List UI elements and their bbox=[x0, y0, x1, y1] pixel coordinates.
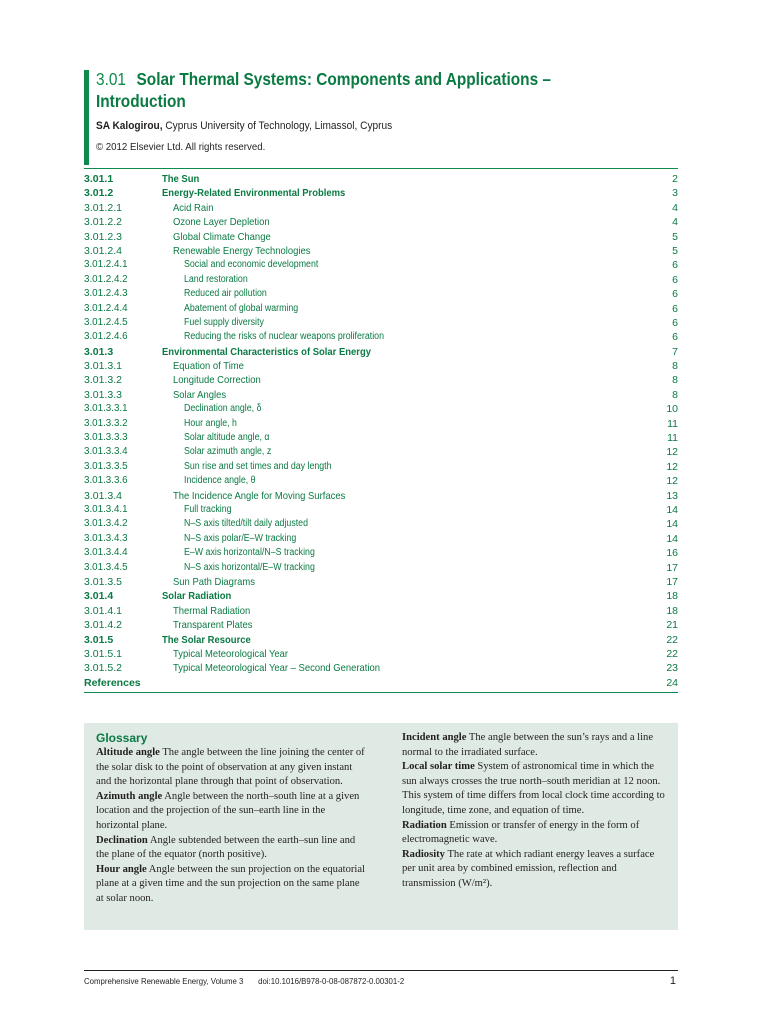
glossary-entry bbox=[402, 731, 670, 760]
toc-entry[interactable] bbox=[84, 330, 678, 344]
glossary-title: Glossary bbox=[96, 731, 148, 745]
toc-section-title: Hour angle, h bbox=[184, 417, 237, 429]
glossary-term: Radiation bbox=[402, 819, 447, 831]
glossary-definition: Angle subtended between the earth–sun line and the plane of the equator (north positive). bbox=[96, 834, 356, 861]
footer-doi: doi:10.1016/B978-0-08-087872-0.00301-2 bbox=[258, 976, 405, 986]
toc-section-title: Declination angle, δ bbox=[184, 403, 262, 415]
footer bbox=[84, 976, 404, 986]
glossary-term: Local solar time bbox=[402, 761, 475, 773]
toc-page-number: 6 bbox=[672, 288, 678, 301]
footer-rule bbox=[84, 970, 678, 971]
table-of-contents bbox=[84, 172, 678, 690]
toc-section-number: 3.01.2.4.6 bbox=[84, 331, 128, 343]
toc-page-number: 22 bbox=[666, 633, 678, 646]
toc-section-title: Incidence angle, θ bbox=[184, 475, 256, 487]
glossary-term: Altitude angle bbox=[96, 747, 160, 758]
toc-section-number: 3.01.3.3.1 bbox=[84, 403, 128, 415]
toc-entry[interactable] bbox=[84, 316, 678, 330]
toc-page-number: 22 bbox=[666, 647, 678, 660]
chapter-title-text: Solar Thermal Systems: Components and Applications – Introduction bbox=[96, 69, 552, 111]
toc-entry[interactable] bbox=[84, 345, 678, 359]
toc-section-number: 3.01.4.1 bbox=[84, 604, 122, 617]
toc-entry[interactable] bbox=[84, 561, 678, 575]
toc-section-number: 3.01.4 bbox=[84, 590, 114, 603]
toc-section-number: 3.01.2.4.3 bbox=[84, 288, 128, 300]
toc-section-title: Full tracking bbox=[184, 503, 232, 515]
toc-section-title: Transparent Plates bbox=[173, 619, 253, 632]
title-accent-bar bbox=[84, 70, 89, 165]
glossary-term: Azimuth angle bbox=[96, 790, 163, 802]
toc-entry[interactable] bbox=[84, 532, 678, 546]
toc-page-number: 7 bbox=[672, 345, 678, 358]
toc-page-number: 5 bbox=[672, 244, 678, 257]
toc-section-number: 3.01.2.1 bbox=[84, 201, 122, 214]
toc-section-title: The Sun bbox=[162, 173, 200, 185]
glossary-definition: System of astronomical time in which the sun always crosses the true north–south meridian at 12 noon. This system of time differs from local clock time according to longitude, time zone, and equation of time. bbox=[402, 761, 665, 816]
toc-page-number: 23 bbox=[666, 662, 678, 675]
toc-section-number: 3.01.3.3.2 bbox=[84, 417, 128, 429]
toc-entry[interactable] bbox=[84, 244, 678, 258]
toc-entry[interactable] bbox=[84, 489, 678, 503]
toc-entry[interactable] bbox=[84, 388, 678, 402]
toc-section-title: Ozone Layer Depletion bbox=[173, 216, 270, 229]
toc-page-number: 3 bbox=[672, 187, 678, 200]
toc-section-number: 3.01.2.4.5 bbox=[84, 316, 128, 328]
toc-page-number: 6 bbox=[672, 316, 678, 329]
toc-section-number: 3.01.5.2 bbox=[84, 662, 122, 675]
glossary-entry bbox=[96, 790, 366, 834]
toc-page-number: 11 bbox=[667, 417, 678, 430]
copyright: © 2012 Elsevier Ltd. All rights reserved. bbox=[96, 141, 266, 153]
toc-section-number: 3.01.3.4.3 bbox=[84, 532, 128, 544]
toc-section-number: 3.01.3.4.1 bbox=[84, 503, 128, 515]
glossary-entry bbox=[402, 760, 670, 818]
glossary-term: Incident angle bbox=[402, 732, 467, 743]
toc-entry[interactable] bbox=[84, 373, 678, 387]
toc-page-number: 14 bbox=[666, 518, 678, 531]
toc-section-title: Global Climate Change bbox=[173, 230, 271, 243]
toc-section-number: 3.01.3.4.5 bbox=[84, 561, 128, 573]
glossary-box bbox=[84, 723, 678, 930]
glossary-term: Radiosity bbox=[402, 848, 445, 860]
toc-entry[interactable] bbox=[84, 589, 678, 603]
toc-section-title: Thermal Radiation bbox=[173, 604, 251, 617]
toc-section-title: Land restoration bbox=[184, 273, 248, 285]
toc-entry[interactable] bbox=[84, 287, 678, 301]
glossary-entry bbox=[96, 863, 366, 907]
toc-entry[interactable] bbox=[84, 445, 678, 459]
toc-entry[interactable] bbox=[84, 546, 678, 560]
toc-entry[interactable] bbox=[84, 604, 678, 618]
toc-section-title: Reduced air pollution bbox=[184, 288, 267, 300]
toc-entry[interactable] bbox=[84, 417, 678, 431]
author-name: SA Kalogirou, bbox=[96, 120, 163, 132]
toc-entry[interactable] bbox=[84, 647, 678, 661]
toc-page-number: 17 bbox=[666, 561, 678, 574]
toc-page-number: 10 bbox=[666, 403, 678, 416]
toc-page-number: 6 bbox=[672, 273, 678, 286]
toc-section-title: N–S axis horizontal/E–W tracking bbox=[184, 561, 315, 573]
toc-section-number: 3.01.3.5 bbox=[84, 575, 122, 588]
toc-page-number: 4 bbox=[672, 216, 678, 229]
glossary-entry bbox=[402, 848, 670, 892]
toc-section-number: 3.01.3.3.5 bbox=[84, 460, 128, 472]
toc-section-title: Acid Rain bbox=[173, 201, 214, 214]
toc-section-number: 3.01.2 bbox=[84, 187, 114, 200]
toc-page-number: 14 bbox=[666, 503, 678, 516]
toc-section-number: 3.01.1 bbox=[84, 173, 114, 185]
toc-entry[interactable] bbox=[84, 676, 678, 690]
toc-section-number: 3.01.2.4 bbox=[84, 244, 122, 257]
glossary-right-column bbox=[402, 731, 670, 892]
toc-section-title: Typical Meteorological Year bbox=[173, 647, 289, 660]
toc-page-number: 8 bbox=[672, 360, 678, 373]
toc-entry[interactable] bbox=[84, 302, 678, 316]
toc-section-title: Longitude Correction bbox=[173, 374, 261, 387]
toc-entry[interactable] bbox=[84, 273, 678, 287]
toc-page-number: 24 bbox=[666, 676, 678, 689]
toc-section-title: Renewable Energy Technologies bbox=[173, 244, 311, 257]
toc-section-title: Typical Meteorological Year – Second Generation bbox=[173, 662, 380, 675]
toc-section-title: Environmental Characteristics of Solar Energy bbox=[162, 345, 372, 358]
toc-section-number: 3.01.3.4 bbox=[84, 489, 122, 502]
author-affiliation: Cyprus University of Technology, Limassol, Cyprus bbox=[162, 120, 393, 132]
toc-entry[interactable] bbox=[84, 201, 678, 215]
glossary-entry bbox=[96, 834, 366, 863]
toc-page-number: 16 bbox=[666, 547, 678, 560]
toc-section-title: N–S axis tilted/tilt daily adjusted bbox=[184, 518, 309, 530]
toc-entry[interactable] bbox=[84, 474, 678, 488]
toc-page-number: 21 bbox=[666, 619, 678, 632]
toc-page-number: 6 bbox=[672, 331, 678, 344]
toc-page-number: 13 bbox=[666, 489, 678, 502]
glossary-term: Declination bbox=[96, 834, 148, 846]
toc-page-number: 17 bbox=[666, 575, 678, 588]
toc-section-title: E–W axis horizontal/N–S tracking bbox=[184, 547, 315, 559]
toc-section-number: 3.01.2.4.4 bbox=[84, 302, 128, 314]
toc-section-title: N–S axis polar/E–W tracking bbox=[184, 532, 297, 544]
toc-page-number: 8 bbox=[672, 374, 678, 387]
toc-entry[interactable] bbox=[84, 618, 678, 632]
toc-section-title: Sun Path Diagrams bbox=[173, 575, 255, 588]
toc-section-number: 3.01.2.4.1 bbox=[84, 259, 128, 271]
toc-section-title: Solar azimuth angle, z bbox=[184, 446, 272, 458]
glossary-left-column bbox=[96, 746, 366, 907]
toc-entry[interactable] bbox=[84, 503, 678, 517]
toc-section-number: 3.01.3.1 bbox=[84, 360, 122, 373]
toc-page-number: 18 bbox=[666, 604, 678, 617]
glossary-definition: The angle between the line joining the center of the solar disk to the point of observation at any given instant and the horizontal plane through that point of observation. bbox=[96, 747, 365, 788]
toc-entry[interactable] bbox=[84, 186, 678, 200]
glossary-definition: The angle between the sun’s rays and a line normal to the irradiated surface. bbox=[402, 732, 654, 758]
toc-section-title: Reducing the risks of nuclear weapons proliferation bbox=[184, 331, 384, 343]
toc-section-number: 3.01.2.4.2 bbox=[84, 273, 128, 285]
toc-entry[interactable] bbox=[84, 402, 678, 416]
toc-entry[interactable] bbox=[84, 258, 678, 272]
toc-section-number: 3.01.3.3.4 bbox=[84, 446, 128, 458]
toc-page-number: 2 bbox=[672, 173, 678, 185]
toc-top-rule bbox=[84, 168, 678, 169]
toc-section-title: Solar Angles bbox=[173, 388, 227, 401]
toc-entry[interactable] bbox=[84, 633, 678, 647]
toc-section-title: Energy-Related Environmental Problems bbox=[162, 187, 346, 200]
page-number: 1 bbox=[669, 975, 676, 987]
author-line bbox=[96, 120, 392, 132]
toc-bottom-rule bbox=[84, 692, 678, 693]
glossary-term: Hour angle bbox=[96, 863, 147, 875]
toc-page-number: 4 bbox=[672, 201, 678, 214]
toc-entry[interactable] bbox=[84, 431, 678, 445]
toc-section-number: 3.01.4.2 bbox=[84, 619, 122, 632]
toc-section-number: 3.01.3.2 bbox=[84, 374, 122, 387]
toc-page-number: 12 bbox=[666, 460, 678, 473]
toc-section-number: 3.01.5 bbox=[84, 633, 114, 646]
toc-page-number: 8 bbox=[672, 388, 678, 401]
toc-section-number: 3.01.3 bbox=[84, 345, 114, 358]
toc-section-number: 3.01.5.1 bbox=[84, 647, 122, 660]
toc-page-number: 18 bbox=[666, 590, 678, 603]
toc-page-number: 6 bbox=[672, 302, 678, 315]
toc-page-number: 11 bbox=[667, 432, 678, 445]
toc-section-title: Abatement of global warming bbox=[184, 302, 299, 314]
toc-section-title: The Incidence Angle for Moving Surfaces bbox=[173, 489, 346, 502]
toc-entry[interactable] bbox=[84, 575, 678, 589]
glossary-definition: The rate at which radiant energy leaves a surface per unit area by combined emission, reflection and transmission (W/m²). bbox=[402, 848, 655, 889]
toc-section-number: 3.01.3.4.2 bbox=[84, 518, 128, 530]
glossary-definition: Angle between the north–south line at a given location and the projection of the sun–earth line in the horizontal plane. bbox=[96, 790, 360, 831]
toc-section-number: References bbox=[84, 676, 141, 689]
toc-entry[interactable] bbox=[84, 517, 678, 531]
toc-section-number: 3.01.3.4.4 bbox=[84, 547, 128, 559]
toc-section-title: Fuel supply diversity bbox=[184, 316, 264, 328]
toc-page-number: 6 bbox=[672, 259, 678, 272]
chapter-number: 3.01 bbox=[96, 69, 126, 89]
toc-section-title: Solar Radiation bbox=[162, 590, 232, 603]
toc-section-title: The Solar Resource bbox=[162, 633, 251, 646]
toc-entry[interactable] bbox=[84, 661, 678, 675]
toc-entry[interactable] bbox=[84, 460, 678, 474]
toc-page-number: 12 bbox=[666, 475, 678, 488]
toc-entry[interactable] bbox=[84, 172, 678, 186]
toc-section-number: 3.01.3.3.3 bbox=[84, 432, 128, 444]
toc-entry[interactable] bbox=[84, 359, 678, 373]
toc-page-number: 14 bbox=[666, 532, 678, 545]
toc-section-number: 3.01.3.3.6 bbox=[84, 475, 128, 487]
toc-section-number: 3.01.3.3 bbox=[84, 388, 122, 401]
toc-page-number: 5 bbox=[672, 230, 678, 243]
toc-section-number: 3.01.2.2 bbox=[84, 216, 122, 229]
glossary-entry bbox=[96, 746, 366, 790]
toc-page-number: 12 bbox=[666, 446, 678, 459]
glossary-definition: Emission or transfer of energy in the form of electromagnetic wave. bbox=[402, 819, 640, 846]
footer-journal: Comprehensive Renewable Energy, Volume 3 bbox=[84, 976, 244, 986]
toc-section-title: Social and economic development bbox=[184, 259, 319, 271]
toc-section-title: Equation of Time bbox=[173, 360, 244, 373]
toc-section-number: 3.01.2.3 bbox=[84, 230, 122, 243]
toc-entry[interactable] bbox=[84, 230, 678, 244]
glossary-entry bbox=[402, 819, 670, 848]
toc-section-title: Sun rise and set times and day length bbox=[184, 460, 332, 472]
glossary-definition: Angle between the sun projection on the equatorial plane at a given time and the sun projection on the same plane at solar noon. bbox=[96, 863, 366, 904]
toc-section-title: Solar altitude angle, α bbox=[184, 432, 270, 444]
toc-entry[interactable] bbox=[84, 215, 678, 229]
chapter-title bbox=[96, 68, 624, 112]
